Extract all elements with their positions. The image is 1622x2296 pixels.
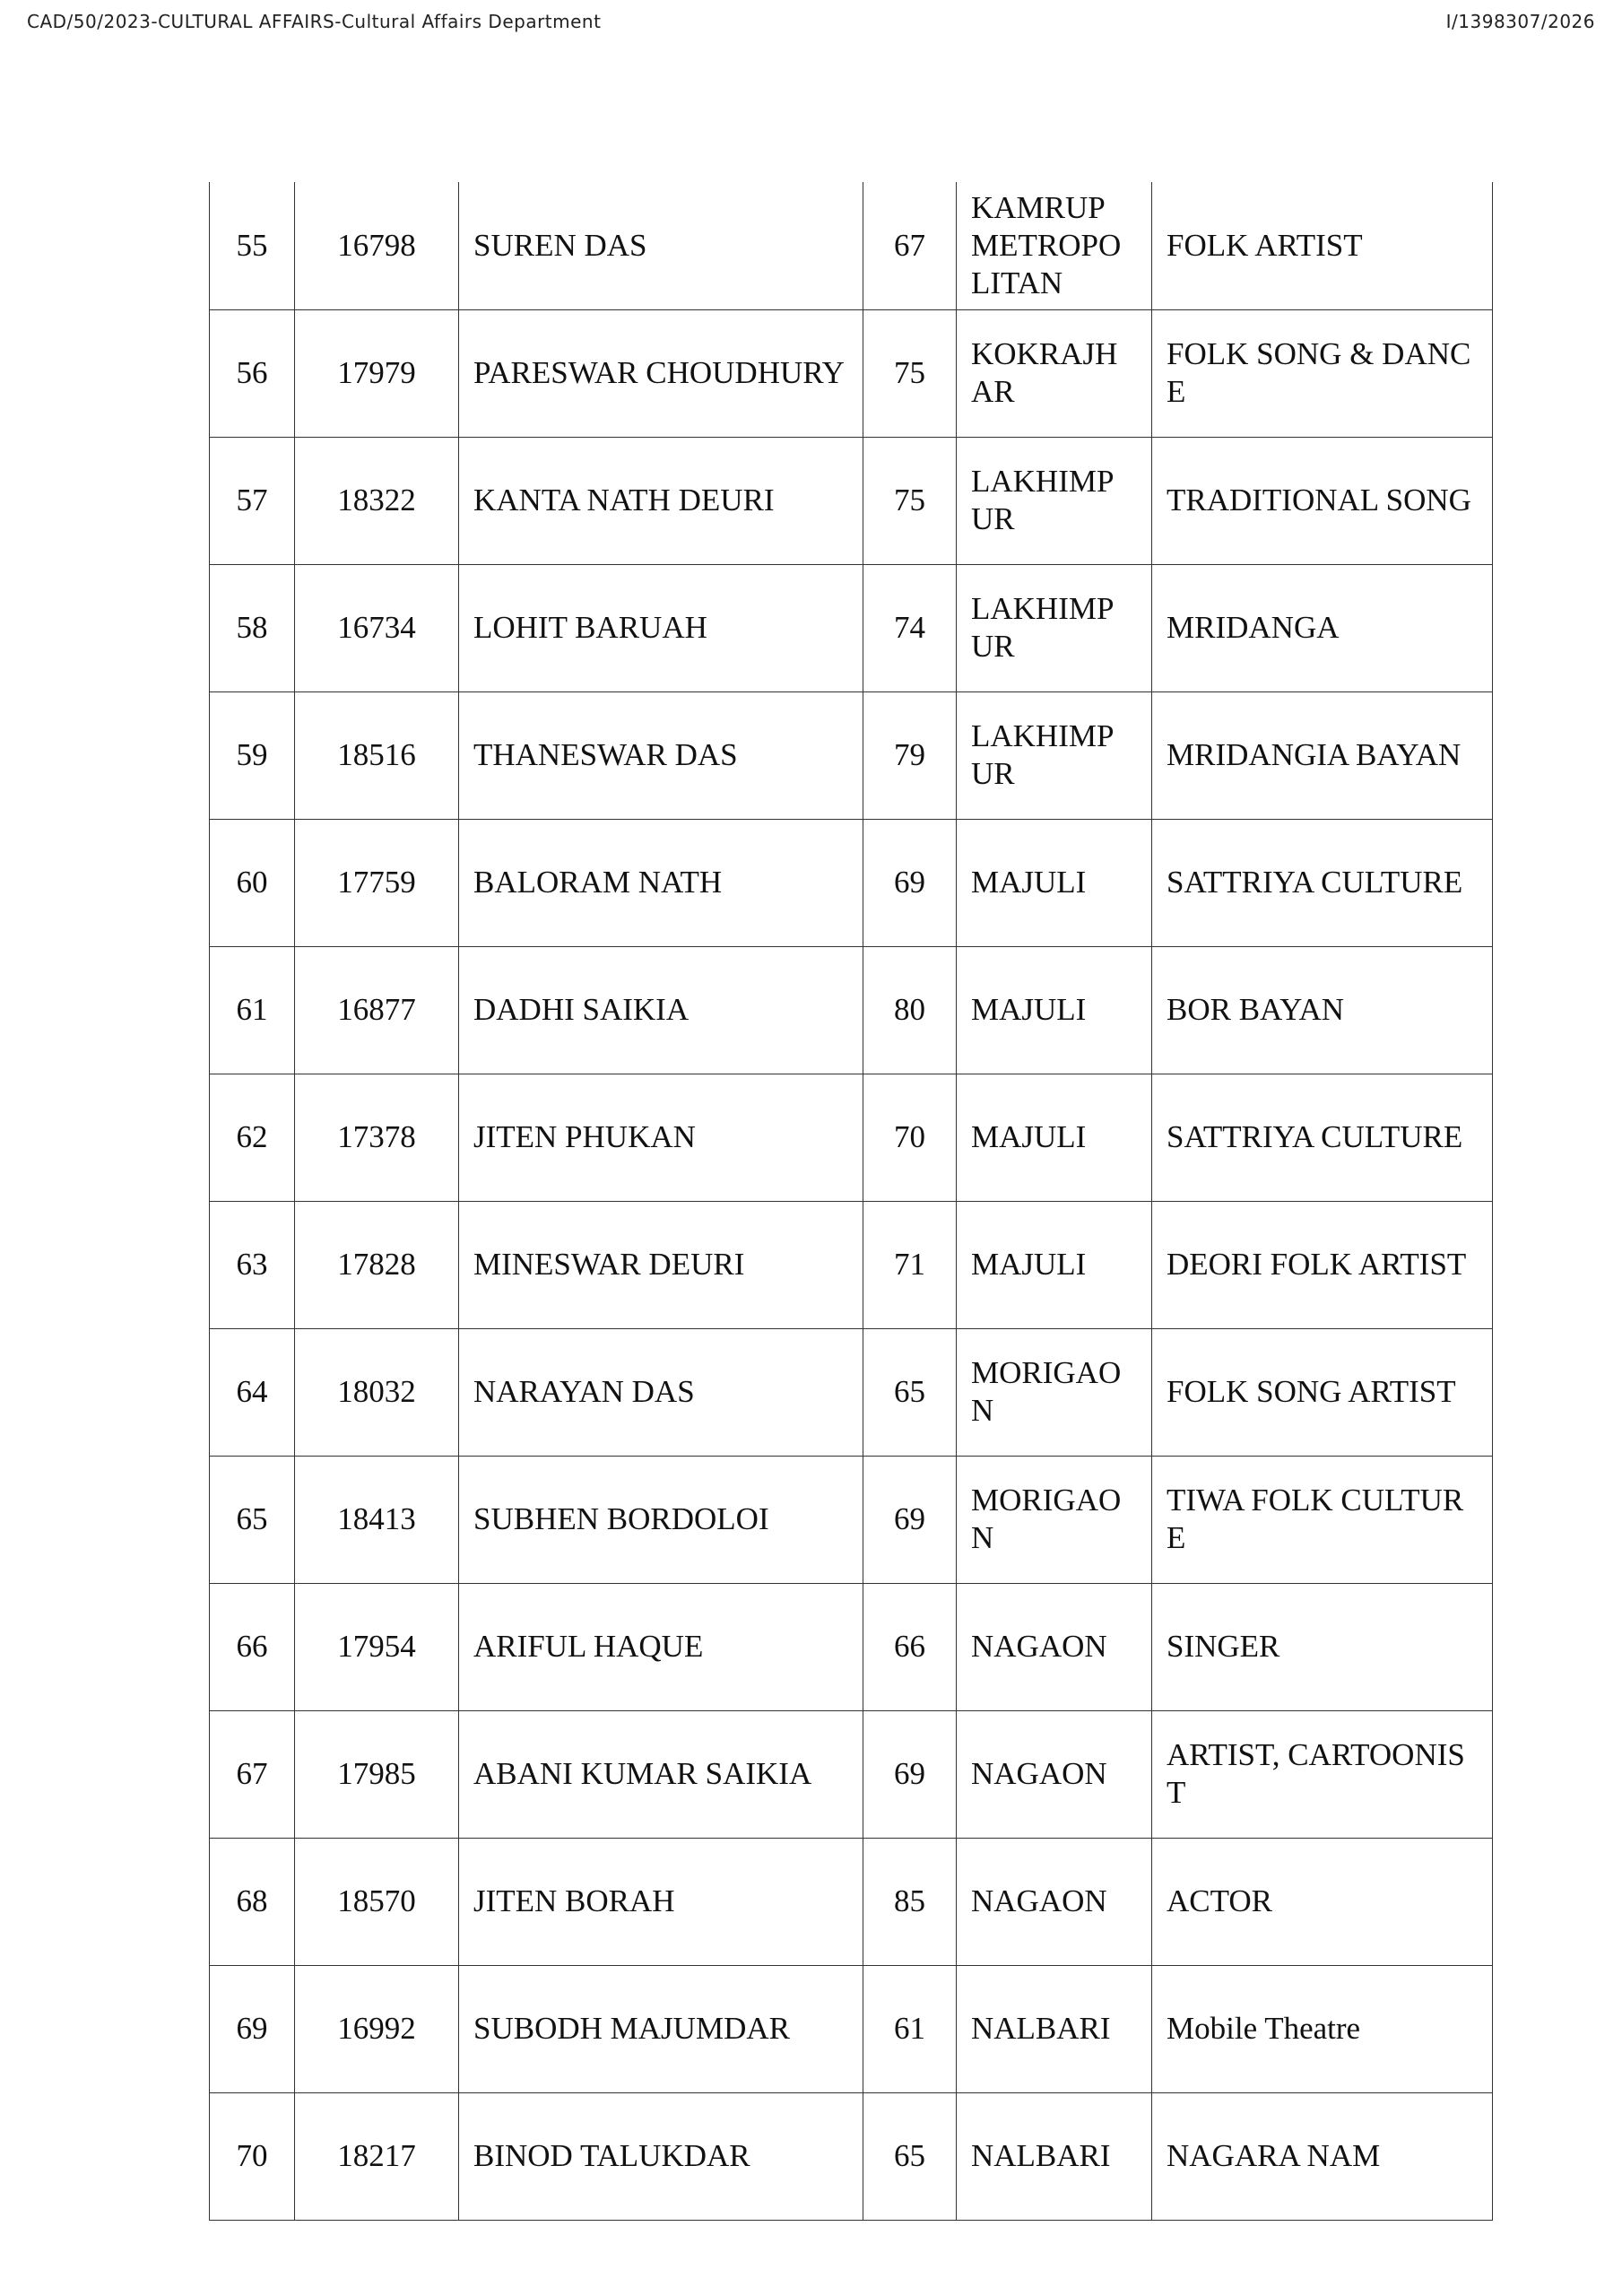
table-row — [210, 1710, 1493, 1838]
registration-id-cell: 18413 — [295, 1456, 459, 1583]
serial-number-cell: 58 — [210, 564, 295, 691]
serial-number-cell: 63 — [210, 1201, 295, 1328]
serial-number-cell: 69 — [210, 1965, 295, 2092]
district-cell: KAMRUP METROPO LITAN — [957, 182, 1152, 309]
registration-id-cell: 17378 — [295, 1074, 459, 1201]
age-cell: 85 — [863, 1838, 957, 1965]
serial-number-cell: 70 — [210, 2092, 295, 2220]
district-cell: LAKHIMP UR — [957, 564, 1152, 691]
registration-id-cell: 17828 — [295, 1201, 459, 1328]
art-field-cell: MRIDANGA — [1152, 564, 1493, 691]
table-row — [210, 309, 1493, 437]
district-cell: LAKHIMP UR — [957, 691, 1152, 819]
age-cell: 74 — [863, 564, 957, 691]
artist-name-cell: SUREN DAS — [459, 182, 863, 309]
serial-number-cell: 59 — [210, 691, 295, 819]
art-field-cell: Mobile Theatre — [1152, 1965, 1493, 2092]
artist-name-cell: LOHIT BARUAH — [459, 564, 863, 691]
age-cell: 71 — [863, 1201, 957, 1328]
registration-id-cell: 18032 — [295, 1328, 459, 1456]
district-cell: NAGAON — [957, 1838, 1152, 1965]
table-row — [210, 1965, 1493, 2092]
district-cell: KOKRAJH AR — [957, 309, 1152, 437]
registration-id-cell: 17985 — [295, 1710, 459, 1838]
art-field-cell: NAGARA NAM — [1152, 2092, 1493, 2220]
art-field-cell: SINGER — [1152, 1583, 1493, 1710]
artist-name-cell: BINOD TALUKDAR — [459, 2092, 863, 2220]
art-field-cell: FOLK SONG & DANCE — [1152, 309, 1493, 437]
district-cell: MAJULI — [957, 819, 1152, 946]
art-field-cell: BOR BAYAN — [1152, 946, 1493, 1074]
artist-name-cell: KANTA NATH DEURI — [459, 437, 863, 564]
age-cell: 69 — [863, 1456, 957, 1583]
artist-name-cell: SUBODH MAJUMDAR — [459, 1965, 863, 2092]
art-field-cell: FOLK ARTIST — [1152, 182, 1493, 309]
serial-number-cell: 66 — [210, 1583, 295, 1710]
table-row — [210, 437, 1493, 564]
table-row — [210, 1838, 1493, 1965]
serial-number-cell: 67 — [210, 1710, 295, 1838]
table-row — [210, 819, 1493, 946]
art-field-cell: ACTOR — [1152, 1838, 1493, 1965]
registration-id-cell: 17759 — [295, 819, 459, 946]
registration-id-cell: 17979 — [295, 309, 459, 437]
document-reference: CAD/50/2023-CULTURAL AFFAIRS-Cultural Affairs Department — [27, 11, 602, 32]
registration-id-cell: 16992 — [295, 1965, 459, 2092]
serial-number-cell: 60 — [210, 819, 295, 946]
art-field-cell: SATTRIYA CULTURE — [1152, 819, 1493, 946]
registration-id-cell: 16798 — [295, 182, 459, 309]
district-cell: MAJULI — [957, 1074, 1152, 1201]
table-row — [210, 1074, 1493, 1201]
age-cell: 65 — [863, 1328, 957, 1456]
artist-name-cell: ARIFUL HAQUE — [459, 1583, 863, 1710]
age-cell: 67 — [863, 182, 957, 309]
age-cell: 75 — [863, 437, 957, 564]
art-field-cell: TRADITIONAL SONG — [1152, 437, 1493, 564]
art-field-cell: MRIDANGIA BAYAN — [1152, 691, 1493, 819]
artist-name-cell: SUBHEN BORDOLOI — [459, 1456, 863, 1583]
artist-name-cell: PARESWAR CHOUDHURY — [459, 309, 863, 437]
artist-name-cell: MINESWAR DEURI — [459, 1201, 863, 1328]
artist-name-cell: JITEN BORAH — [459, 1838, 863, 1965]
district-cell: LAKHIMP UR — [957, 437, 1152, 564]
registration-id-cell: 16734 — [295, 564, 459, 691]
district-cell: MORIGAO N — [957, 1456, 1152, 1583]
table-row — [210, 564, 1493, 691]
district-cell: MAJULI — [957, 1201, 1152, 1328]
serial-number-cell: 68 — [210, 1838, 295, 1965]
registration-id-cell: 17954 — [295, 1583, 459, 1710]
age-cell: 80 — [863, 946, 957, 1074]
age-cell: 69 — [863, 1710, 957, 1838]
table-row — [210, 2092, 1493, 2220]
age-cell: 66 — [863, 1583, 957, 1710]
artist-table-body — [210, 182, 1493, 2220]
art-field-cell: DEORI FOLK ARTIST — [1152, 1201, 1493, 1328]
district-cell: MAJULI — [957, 946, 1152, 1074]
district-cell: NALBARI — [957, 2092, 1152, 2220]
district-cell: MORIGAO N — [957, 1328, 1152, 1456]
registration-id-cell: 16877 — [295, 946, 459, 1074]
age-cell: 69 — [863, 819, 957, 946]
registration-id-cell: 18322 — [295, 437, 459, 564]
artist-name-cell: BALORAM NATH — [459, 819, 863, 946]
art-field-cell: SATTRIYA CULTURE — [1152, 1074, 1493, 1201]
serial-number-cell: 65 — [210, 1456, 295, 1583]
table-row — [210, 1583, 1493, 1710]
registration-id-cell: 18570 — [295, 1838, 459, 1965]
registration-id-cell: 18217 — [295, 2092, 459, 2220]
artist-table — [209, 182, 1493, 2221]
table-row — [210, 1201, 1493, 1328]
artist-name-cell: DADHI SAIKIA — [459, 946, 863, 1074]
serial-number-cell: 62 — [210, 1074, 295, 1201]
age-cell: 79 — [863, 691, 957, 819]
registration-id-cell: 18516 — [295, 691, 459, 819]
artist-name-cell: ABANI KUMAR SAIKIA — [459, 1710, 863, 1838]
artist-name-cell: NARAYAN DAS — [459, 1328, 863, 1456]
district-cell: NAGAON — [957, 1583, 1152, 1710]
age-cell: 61 — [863, 1965, 957, 2092]
table-row — [210, 946, 1493, 1074]
serial-number-cell: 55 — [210, 182, 295, 309]
art-field-cell: FOLK SONG ARTIST — [1152, 1328, 1493, 1456]
art-field-cell: TIWA FOLK CULTURE — [1152, 1456, 1493, 1583]
file-number: I/1398307/2026 — [1445, 11, 1595, 32]
district-cell: NAGAON — [957, 1710, 1152, 1838]
table-row — [210, 1456, 1493, 1583]
serial-number-cell: 57 — [210, 437, 295, 564]
artist-name-cell: JITEN PHUKAN — [459, 1074, 863, 1201]
serial-number-cell: 56 — [210, 309, 295, 437]
serial-number-cell: 64 — [210, 1328, 295, 1456]
district-cell: NALBARI — [957, 1965, 1152, 2092]
table-row — [210, 1328, 1493, 1456]
table-row — [210, 182, 1493, 309]
table-row — [210, 691, 1493, 819]
art-field-cell: ARTIST, CARTOONIST — [1152, 1710, 1493, 1838]
age-cell: 65 — [863, 2092, 957, 2220]
artist-name-cell: THANESWAR DAS — [459, 691, 863, 819]
age-cell: 70 — [863, 1074, 957, 1201]
age-cell: 75 — [863, 309, 957, 437]
serial-number-cell: 61 — [210, 946, 295, 1074]
